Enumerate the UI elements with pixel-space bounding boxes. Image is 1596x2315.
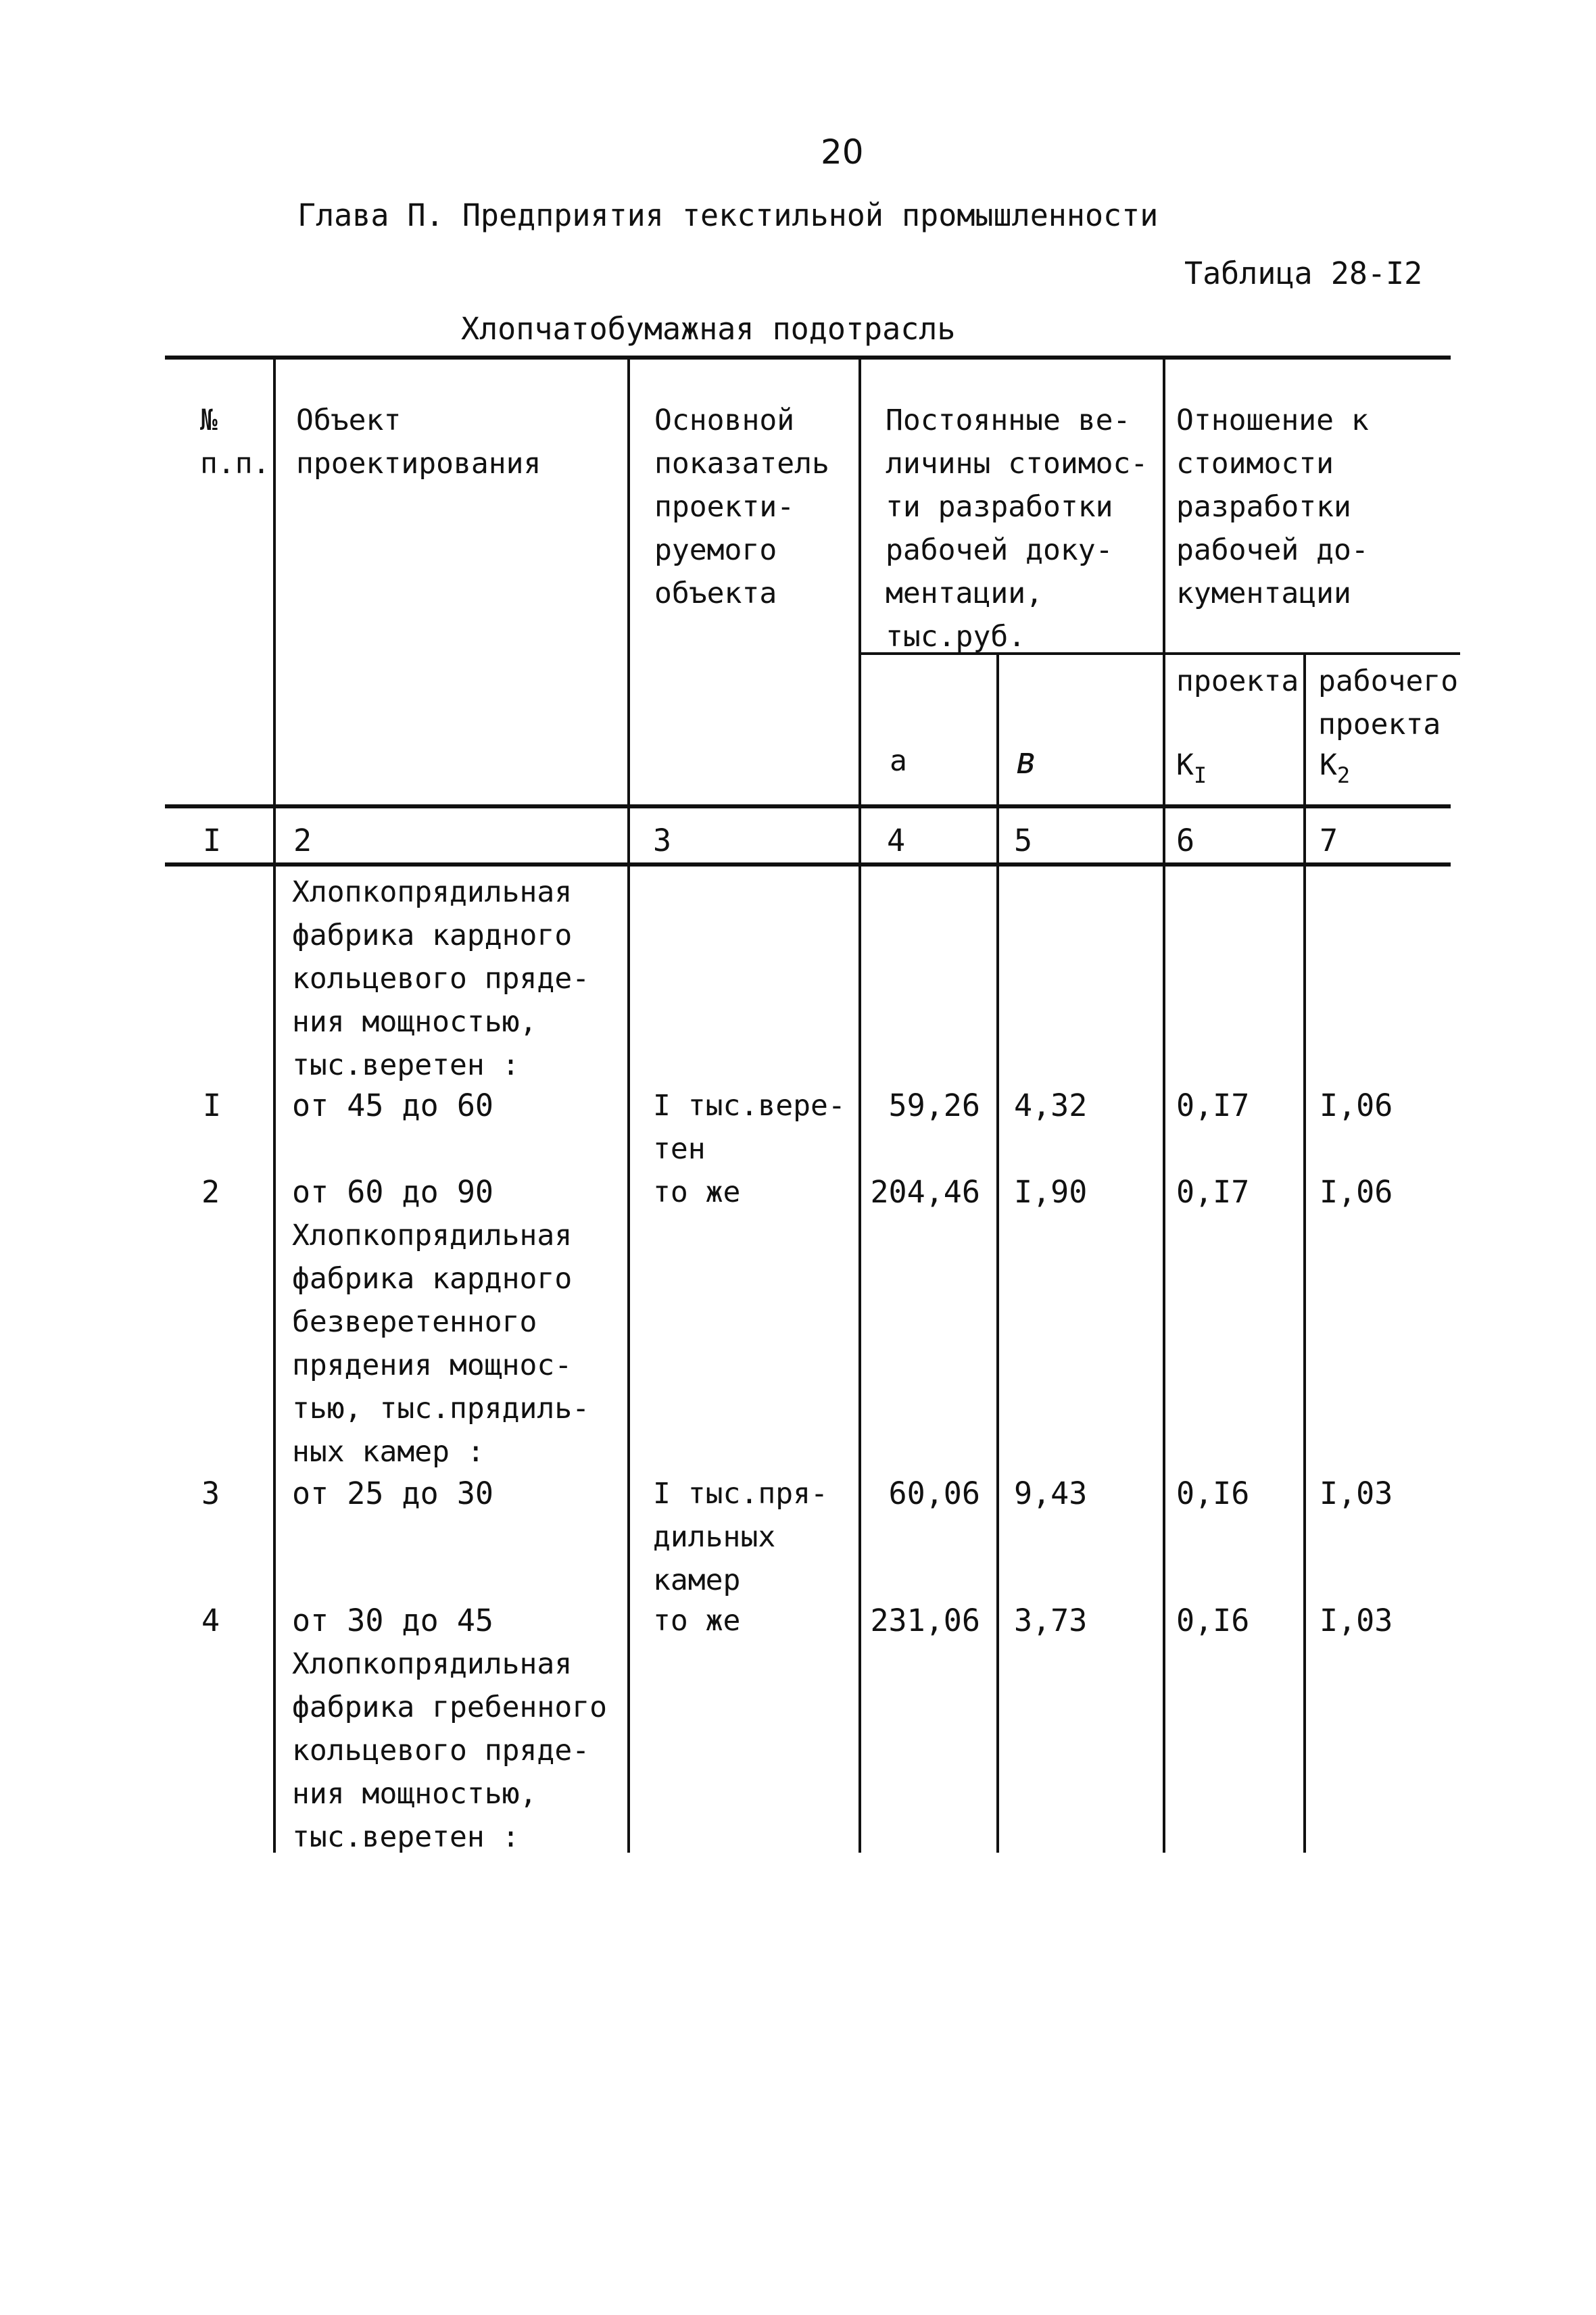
header-k1: $К_I$	[1176, 748, 1207, 788]
header-constant-costs: Постоянные ве- личины стоимос- ти разработки рабочей доку- ментации, тыс.руб.	[886, 404, 1148, 654]
column-numbers-rule	[165, 862, 1451, 867]
column-number: 5	[1014, 823, 1033, 858]
header-indicator: Основной показатель проекти- руемого объекта	[654, 404, 829, 610]
row-value-a: 204,46	[870, 1174, 980, 1210]
header-col-working-project: рабочего проекта	[1318, 664, 1459, 741]
column-number: I	[203, 823, 222, 858]
row-k1: 0,I7	[1176, 1088, 1250, 1123]
table-top-rule	[165, 356, 1451, 360]
header-col-project: проекта	[1176, 664, 1299, 698]
column-divider-4	[996, 654, 999, 1853]
row-k2: I,03	[1320, 1476, 1393, 1511]
row-number: 4	[201, 1603, 220, 1638]
column-divider-3	[859, 358, 861, 1853]
column-number: 7	[1320, 823, 1338, 858]
row-k1: 0,I6	[1176, 1476, 1250, 1511]
row-object: от 25 до 30	[292, 1476, 494, 1511]
header-col-b: в	[1015, 739, 1038, 782]
column-number: 4	[887, 823, 906, 858]
table-label: Таблица 28-I2	[1184, 255, 1423, 291]
row-k2: I,06	[1320, 1088, 1393, 1123]
column-number: 2	[293, 823, 312, 858]
row-value-b: I,90	[1014, 1174, 1088, 1210]
row-indicator: I тыс.вере- тен	[653, 1089, 846, 1166]
header-number: № п.п.	[200, 404, 270, 481]
group-heading: Хлопкопрядильная фабрика кардного безверетенного прядения мощнос- тью, тыс.прядиль- ных камер :	[292, 1219, 590, 1469]
row-value-a: 231,06	[870, 1603, 980, 1638]
header-bottom-rule	[165, 804, 1451, 808]
row-value-b: 3,73	[1014, 1603, 1088, 1638]
row-number: 3	[201, 1476, 220, 1511]
row-value-b: 4,32	[1014, 1088, 1088, 1123]
column-number: 3	[653, 823, 672, 858]
row-k1: 0,I6	[1176, 1603, 1250, 1638]
column-divider-5	[1163, 358, 1165, 1853]
header-ratio: Отношение к стоимости разработки рабочей до- кументации	[1176, 404, 1369, 610]
column-divider-2	[627, 358, 630, 1853]
row-k2: I,03	[1320, 1603, 1393, 1638]
row-object: от 30 до 45	[292, 1603, 494, 1638]
row-indicator: то же	[653, 1604, 741, 1638]
row-k2: I,06	[1320, 1174, 1393, 1210]
column-number: 6	[1176, 823, 1195, 858]
row-number: 2	[201, 1174, 220, 1210]
header-object: Объект проектирования	[296, 404, 541, 481]
row-value-a: 60,06	[888, 1476, 980, 1511]
chapter-title: Глава П. Предприятия текстильной промышленности	[297, 197, 1159, 233]
row-indicator: I тыс.пря- дильных камер	[653, 1477, 828, 1597]
row-object: от 45 до 60	[292, 1088, 494, 1123]
row-object: от 60 до 90	[292, 1174, 494, 1210]
group-heading: Хлопкопрядильная фабрика кардного кольцевого пряде- ния мощностью, тыс.веретен :	[292, 875, 590, 1082]
row-indicator: то же	[653, 1175, 741, 1209]
header-k2: $К_2$	[1320, 748, 1351, 788]
row-number: I	[203, 1088, 222, 1123]
row-k1: 0,I7	[1176, 1174, 1250, 1210]
header-col-a: а	[890, 744, 907, 778]
row-value-b: 9,43	[1014, 1476, 1088, 1511]
subsector-title: Хлопчатобумажная подотрасль	[461, 311, 956, 347]
column-divider-6	[1303, 654, 1306, 1853]
row-value-a: 59,26	[888, 1088, 980, 1123]
group-heading: Хлопкопрядильная фабрика гребенного кольцевого пряде- ния мощностью, тыс.веретен :	[292, 1647, 607, 1854]
page-number: 20	[821, 132, 864, 172]
column-divider-1	[273, 358, 276, 1853]
